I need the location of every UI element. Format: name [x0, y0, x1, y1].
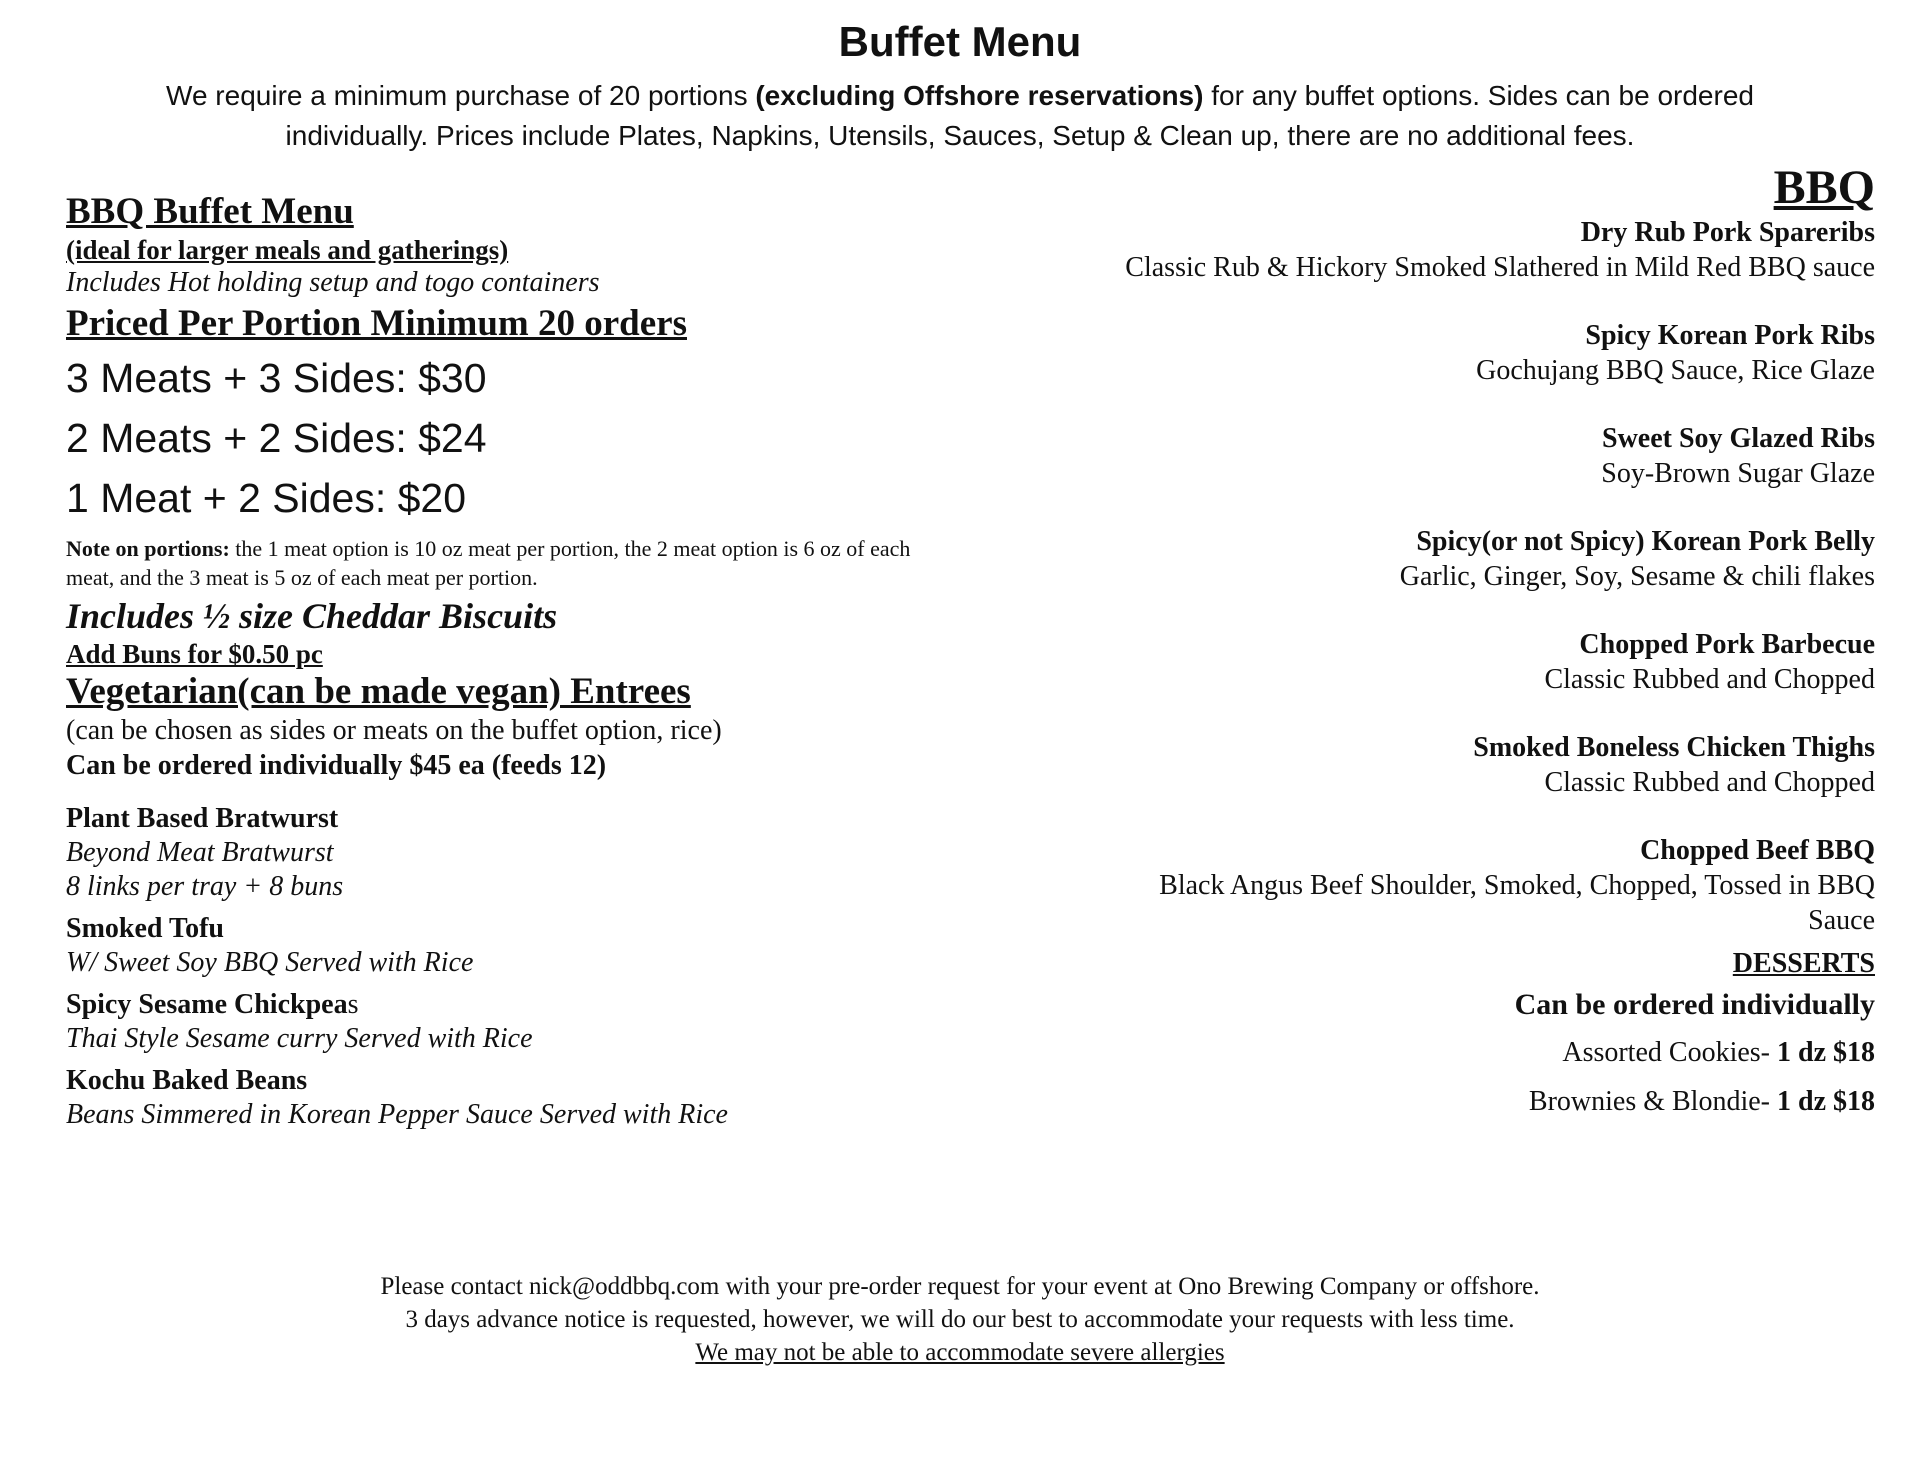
veg-item [66, 988, 946, 1056]
bbq-item-name: Spicy Korean Pork Ribs [1585, 320, 1875, 351]
bbq-item [895, 216, 1875, 285]
veg-item-desc: Thai Style Sesame curry Served with Rice [66, 1023, 533, 1054]
bbq-item-name: Chopped Beef BBQ [1640, 835, 1875, 866]
price-option: 3 Meats + 3 Sides: $30 [66, 355, 487, 401]
priced-heading: Priced Per Portion Minimum 20 orders [66, 303, 687, 344]
bbq-item-name: Chopped Pork Barbecue [1579, 629, 1875, 660]
dessert-name: Brownies & Blondie- [1528, 1086, 1777, 1117]
veg-item [66, 1064, 946, 1132]
veg-item-name: Smoked Tofu [66, 913, 224, 944]
bbq-item-desc: Gochujang BBQ Sauce, Rice Glaze [1476, 355, 1875, 386]
veg-individual: Can be ordered individually $45 ea (feeds 12) [66, 750, 607, 781]
bbq-item-desc: Classic Rubbed and Chopped [1544, 767, 1875, 798]
portion-note-label: Note on portions: [66, 536, 230, 561]
biscuits-line: Includes ½ size Cheddar Biscuits [66, 596, 558, 636]
bbq-section [895, 160, 1875, 1126]
veg-note: (can be chosen as sides or meats on the buffet option, rice) [66, 715, 722, 746]
veg-item [66, 912, 946, 980]
bbq-item-desc: Soy-Brown Sugar Glaze [1601, 458, 1875, 489]
bbq-item [895, 628, 1875, 697]
veg-heading: Vegetarian(can be made vegan) Entrees [66, 671, 691, 712]
veg-item-name-main: Spicy Sesame Chickpea [66, 989, 348, 1020]
allergy-line: We may not be able to accommodate severe allergies [695, 1339, 1225, 1366]
bbq-item-desc: Garlic, Ginger, Soy, Sesame & chili flakes [1399, 561, 1875, 592]
dessert-price: 1 dz $18 [1777, 1037, 1875, 1068]
intro-text-2: for any buffet options. Sides can be ordered individually. Prices include Plates, Napkins, Utensils, Sauces, Setup & Clean up, there are no additional fees. [285, 80, 1754, 151]
veg-item-name [66, 988, 946, 1022]
bbq-item-name: Smoked Boneless Chicken Thighs [1473, 732, 1875, 763]
veg-item-name: Kochu Baked Beans [66, 1065, 308, 1096]
buns-line: Add Buns for $0.50 pc [66, 639, 323, 669]
bbq-buffet-heading: BBQ Buffet Menu [66, 191, 354, 232]
dessert-name: Assorted Cookies- [1562, 1037, 1777, 1068]
bbq-item [895, 422, 1875, 491]
bbq-item-name: Sweet Soy Glazed Ribs [1602, 423, 1875, 454]
price-option: 2 Meats + 2 Sides: $24 [66, 415, 487, 461]
intro-paragraph [110, 76, 1810, 156]
bbq-item [895, 731, 1875, 800]
bbq-item-desc: Sauce [1808, 905, 1875, 936]
bbq-item-desc: Classic Rub & Hickory Smoked Slathered in Mild Red BBQ sauce [1125, 252, 1875, 283]
veg-item-desc: W/ Sweet Soy BBQ Served with Rice [66, 947, 474, 978]
intro-bold-text: (excluding Offshore reservations) [755, 80, 1204, 111]
desserts-heading: DESSERTS [1732, 948, 1875, 979]
veg-item [66, 802, 946, 904]
desserts-subheading: Can be ordered individually [1514, 988, 1875, 1021]
dessert-item [895, 1028, 1875, 1077]
notice-line: 3 days advance notice is requested, however, we will do our best to accommodate your requests with less time. [405, 1306, 1515, 1333]
portion-note-text: the 1 meat option is 10 oz meat per portion, the 2 meat option is 6 oz of each meat, and the 3 meat is 5 oz of each meat per portion. [66, 536, 911, 590]
portion-note [66, 534, 946, 592]
price-option: 1 Meat + 2 Sides: $20 [66, 475, 467, 521]
veg-item-name-tail: s [347, 989, 359, 1020]
veg-item-desc: Beyond Meat Bratwurst [66, 837, 334, 868]
footer [0, 1270, 1920, 1369]
veg-item-name: Plant Based Bratwurst [66, 803, 339, 834]
bbq-item-desc: Black Angus Beef Shoulder, Smoked, Chopped, Tossed in BBQ [1159, 870, 1875, 901]
veg-item-desc: 8 links per tray + 8 buns [66, 871, 344, 902]
bbq-item [895, 525, 1875, 594]
dessert-price: 1 dz $18 [1777, 1086, 1875, 1117]
veg-item-desc: Beans Simmered in Korean Pepper Sauce Served with Rice [66, 1099, 728, 1130]
includes-line: Includes Hot holding setup and togo containers [66, 267, 600, 298]
dessert-item [895, 1077, 1875, 1126]
page-title: Buffet Menu [838, 18, 1082, 65]
bbq-title: BBQ [1773, 161, 1875, 214]
bbq-buffet-section [66, 190, 946, 1132]
bbq-item [895, 319, 1875, 388]
bbq-item-name: Spicy(or not Spicy) Korean Pork Belly [1416, 526, 1875, 557]
bbq-buffet-subheading: (ideal for larger meals and gatherings) [66, 235, 509, 265]
bbq-item [895, 834, 1875, 938]
contact-line: Please contact nick@oddbbq.com with your pre-order request for your event at Ono Brewing Company or offshore. [380, 1273, 1540, 1300]
bbq-item-name: Dry Rub Pork Spareribs [1580, 217, 1875, 248]
bbq-item-desc: Classic Rubbed and Chopped [1544, 664, 1875, 695]
intro-text-1: We require a minimum purchase of 20 portions [166, 80, 756, 111]
